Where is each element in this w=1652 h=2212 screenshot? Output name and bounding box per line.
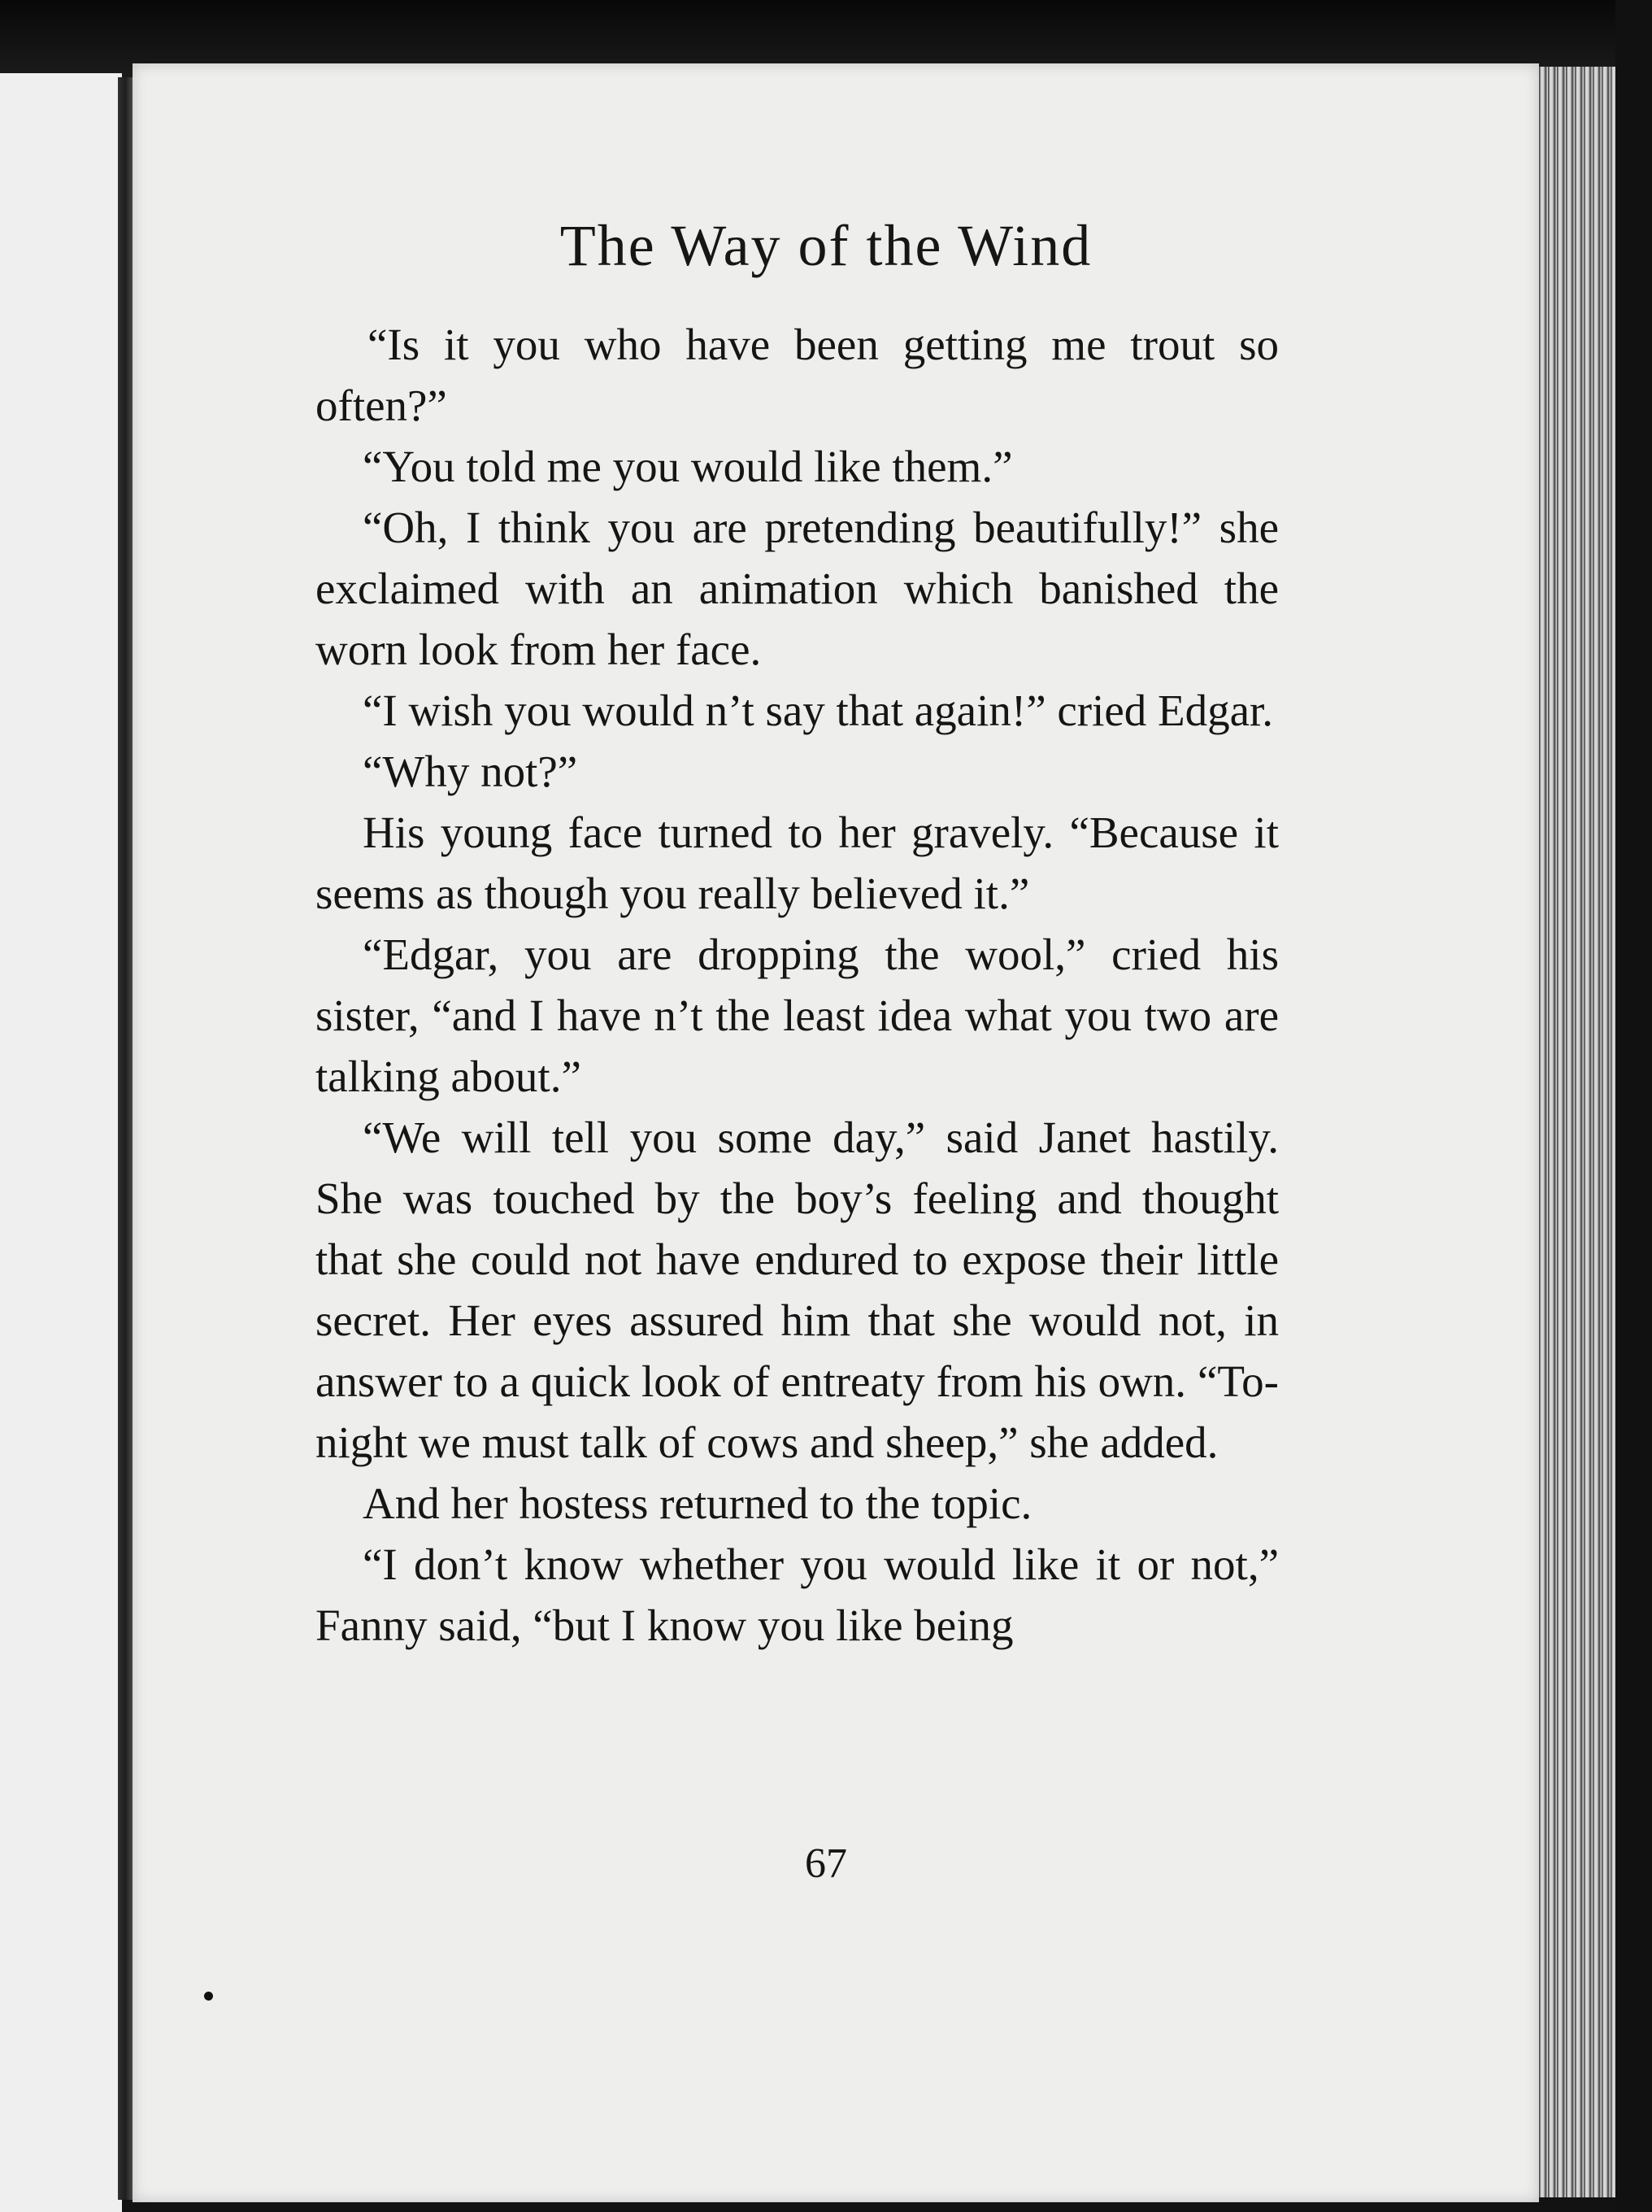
- paragraph: “Oh, I think you are pretending beautifully!” she exclaimed with an animation which banished the worn look from her face.: [315, 503, 1279, 674]
- scan-speck: [204, 1992, 213, 2001]
- paragraph: “Is it you who have been getting me trout so often?”: [315, 320, 1279, 430]
- paragraph: And her hostess returned to the topic.: [363, 1478, 1032, 1528]
- left-page-edge: [0, 73, 122, 2212]
- paragraph: “Edgar, you are dropping the wool,” cried his sister, “and I have n’t the least idea what you two are talking about.”: [315, 930, 1279, 1101]
- paragraph: “Why not?”: [363, 747, 578, 796]
- page-text: [315, 314, 1279, 1656]
- running-head: The Way of the Wind: [559, 213, 1093, 278]
- paragraph: “You told me you would like them.”: [363, 442, 1013, 491]
- paragraph: His young face turned to her gravely. “Because it seems as though you really believed it.”: [315, 808, 1279, 918]
- page-number: 67: [805, 1840, 847, 1887]
- paragraph: “I don’t know whether you would like it or not,” Fanny said, “but I know you like being: [315, 1539, 1279, 1650]
- paragraph: “I wish you would n’t say that again!” cried Edgar.: [363, 686, 1274, 735]
- paragraph: “We will tell you some day,” said Janet hastily. She was touched by the boy’s feeling and thought that she could not have endured to expose their little secret. Her eyes assured him that she would not, in answer to a quick look of entreaty from his own. “To-night we must talk of cows and sheep,” she added.: [315, 1113, 1279, 1467]
